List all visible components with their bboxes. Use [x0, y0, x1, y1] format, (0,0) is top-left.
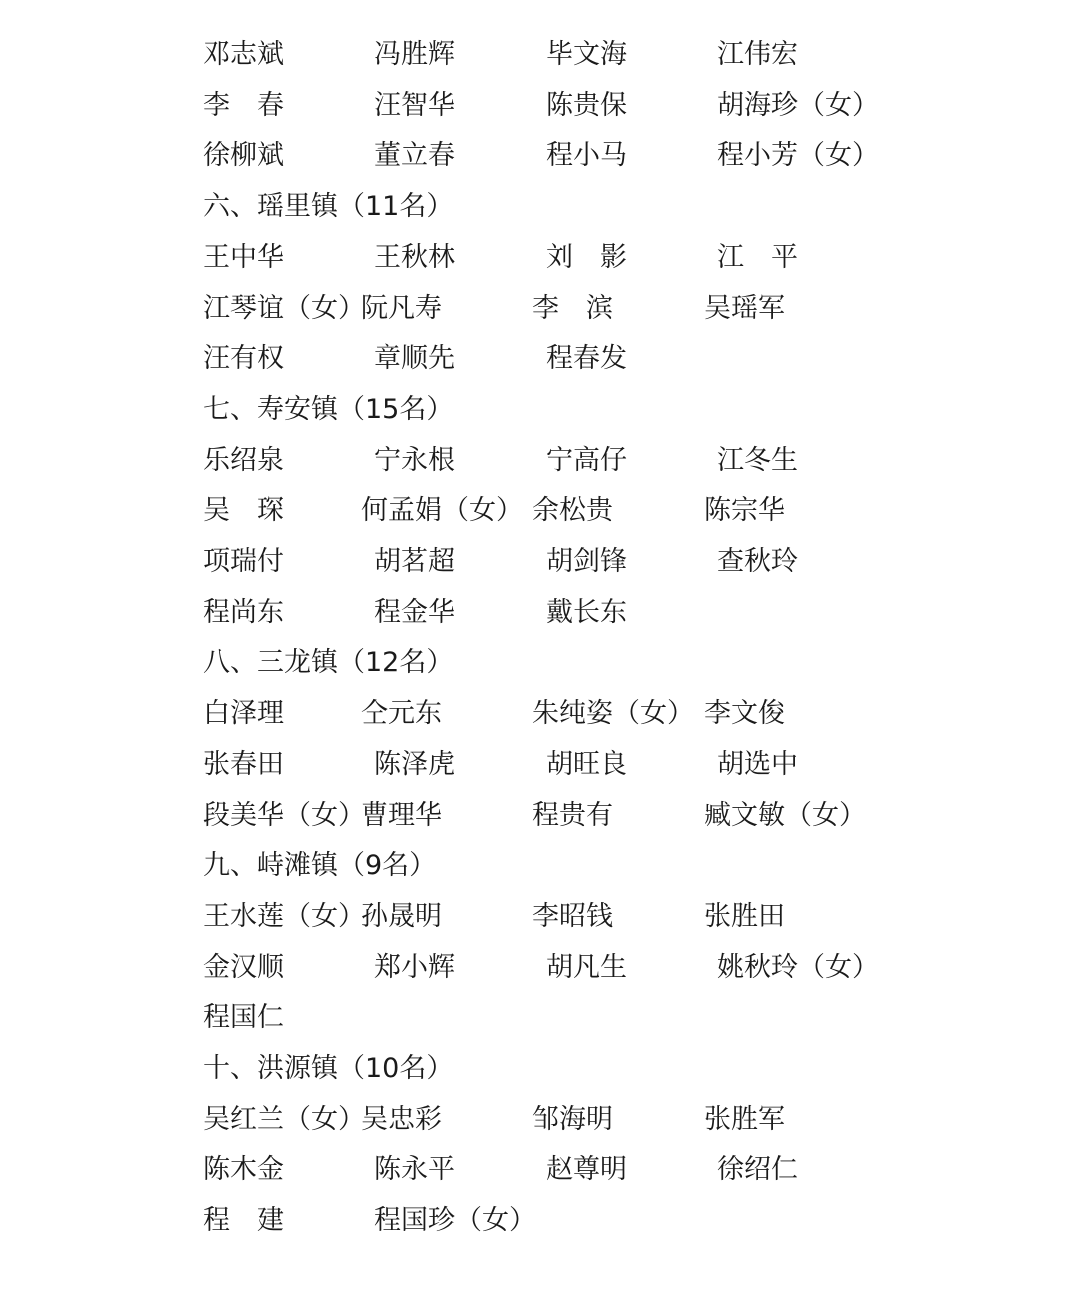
- name-row: [0, 35, 1080, 75]
- section-heading: 十、洪源镇（10名）: [203, 1053, 454, 1084]
- name-row: [0, 491, 1080, 531]
- person-name: 程金华: [374, 596, 455, 628]
- name-row: [0, 1201, 1080, 1241]
- person-name: 金汉顺: [203, 951, 284, 983]
- person-name: 章顺先: [374, 343, 455, 375]
- name-row: [0, 136, 1080, 176]
- person-name: 李 滨: [532, 292, 613, 324]
- person-name: 王秋林: [374, 241, 455, 273]
- person-name: 陈木金: [203, 1154, 284, 1186]
- person-name: 孙晟明: [361, 900, 442, 932]
- person-name: 戴长东: [546, 596, 627, 628]
- person-name: 程尚东: [203, 596, 284, 628]
- person-name: 陈永平: [374, 1154, 455, 1186]
- name-row: [0, 1100, 1080, 1140]
- name-row: [0, 593, 1080, 633]
- section-heading-line: [0, 846, 1080, 886]
- person-name: 王中华: [203, 241, 284, 273]
- person-name: 赵尊明: [546, 1154, 627, 1186]
- person-name: 阮凡寿: [361, 292, 442, 324]
- person-name: 毕文海: [546, 39, 627, 70]
- person-name: 宁永根: [374, 444, 455, 476]
- person-name: 程小芳（女）: [717, 140, 879, 172]
- name-row: [0, 238, 1080, 278]
- name-row: [0, 694, 1080, 734]
- person-name: 程国珍（女）: [374, 1205, 536, 1237]
- person-name: 汪有权: [203, 343, 284, 375]
- person-name: 程小马: [546, 140, 627, 172]
- person-name: 江冬生: [717, 444, 798, 476]
- person-name: 吴瑶军: [704, 292, 785, 324]
- person-name: 汪智华: [374, 89, 455, 121]
- person-name: 程贵有: [532, 799, 613, 831]
- person-name: 邹海明: [532, 1103, 613, 1135]
- person-name: 江 平: [717, 241, 798, 273]
- person-name: 李昭钱: [532, 900, 613, 932]
- name-row: [0, 441, 1080, 481]
- person-name: 乐绍泉: [203, 444, 284, 476]
- person-name: 曹理华: [361, 799, 442, 831]
- person-name: 胡海珍（女）: [717, 89, 879, 121]
- person-name: 段美华（女）: [203, 799, 365, 831]
- person-name: 胡选中: [717, 748, 798, 780]
- person-name: 徐绍仁: [717, 1154, 798, 1186]
- person-name: 陈泽虎: [374, 748, 455, 780]
- name-row: [0, 998, 1080, 1038]
- person-name: 何孟娟（女）: [361, 495, 523, 527]
- person-name: 朱纯姿（女）: [532, 698, 694, 730]
- person-name: 江琴谊（女）: [203, 292, 365, 324]
- person-name: 陈宗华: [704, 495, 785, 527]
- name-row: [0, 948, 1080, 988]
- person-name: 张胜军: [704, 1103, 785, 1135]
- person-name: 冯胜辉: [374, 39, 455, 70]
- name-row: [0, 796, 1080, 836]
- section-heading-line: [0, 390, 1080, 430]
- person-name: 吴 琛: [203, 495, 284, 527]
- person-name: 李文俊: [704, 698, 785, 730]
- person-name: 臧文敏（女）: [704, 799, 866, 831]
- person-name: 刘 影: [546, 241, 627, 273]
- person-name: 陈贵保: [546, 89, 627, 121]
- name-row: [0, 542, 1080, 582]
- person-name: 余松贵: [532, 495, 613, 527]
- section-heading-line: [0, 187, 1080, 227]
- person-name: 仝元东: [361, 698, 442, 730]
- name-row: [0, 897, 1080, 937]
- person-name: 李 春: [203, 89, 284, 121]
- person-name: 白泽理: [203, 698, 284, 730]
- section-heading-line: [0, 643, 1080, 683]
- person-name: 王水莲（女）: [203, 900, 365, 932]
- section-heading: 九、峙滩镇（9名）: [203, 850, 437, 882]
- person-name: 程国仁: [203, 1002, 284, 1034]
- section-heading: 八、三龙镇（12名）: [203, 647, 454, 679]
- person-name: 查秋玲: [717, 546, 798, 577]
- name-row: [0, 745, 1080, 785]
- person-name: 张胜田: [704, 900, 785, 932]
- person-name: 宁高仔: [546, 444, 627, 476]
- name-row: [0, 1150, 1080, 1190]
- person-name: 邓志斌: [203, 39, 284, 70]
- name-row: [0, 86, 1080, 126]
- name-row: [0, 289, 1080, 329]
- person-name: 吴红兰（女）: [203, 1103, 365, 1135]
- section-heading: 六、瑶里镇（11名）: [203, 191, 454, 223]
- section-heading: 七、寿安镇（15名）: [203, 393, 454, 425]
- person-name: 吴忠彩: [361, 1103, 442, 1135]
- person-name: 程 建: [203, 1205, 284, 1237]
- person-name: 胡茗超: [374, 546, 455, 577]
- person-name: 胡旺良: [546, 748, 627, 780]
- person-name: 胡凡生: [546, 951, 627, 983]
- person-name: 胡剑锋: [546, 546, 627, 577]
- person-name: 董立春: [374, 140, 455, 172]
- person-name: 江伟宏: [717, 39, 798, 70]
- person-name: 徐柳斌: [203, 140, 284, 172]
- person-name: 郑小辉: [374, 951, 455, 983]
- name-row: [0, 339, 1080, 379]
- person-name: 姚秋玲（女）: [717, 951, 879, 983]
- person-name: 项瑞付: [203, 546, 284, 577]
- person-name: 张春田: [203, 748, 284, 780]
- section-heading-line: [0, 1049, 1080, 1089]
- person-name: 程春发: [546, 343, 627, 375]
